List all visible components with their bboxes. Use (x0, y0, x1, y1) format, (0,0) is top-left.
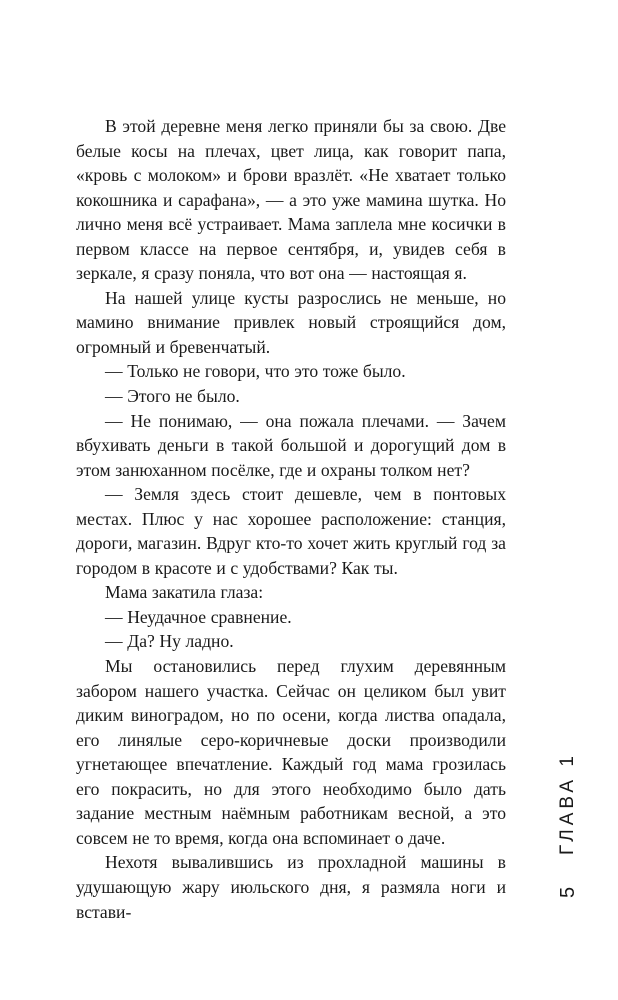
running-header (553, 725, 593, 955)
paragraph-11: Нехотя вывалившись из прохладной машины в удушающую жару июльского дня, я размяла ноги и встави- (76, 852, 506, 922)
paragraph-4: — Этого не было. (105, 386, 240, 407)
paragraph-9: — Да? Ну ладно. (105, 631, 234, 652)
paragraph-1: В этой деревне меня легко приняли бы за свою. Две белые косы на плечах, цвет лица, как говорит папа, «кровь с молоком» и брови вразлёт. «Не хватает только кокошника и сарафана», — а это уже мамина шутка. Но лично меня всё устраивает. Мама заплела мне косички в первом классе на первое сентября, и, увидев себя в зеркале, я сразу поняла, что вот она — настоящая я. (76, 116, 506, 284)
paragraph-2: На нашей улице кусты разрослись не меньше, но мамино внимание привлек новый строящийся дом, огромный и бревенчатый. (76, 287, 506, 357)
paragraph-3: — Только не говори, что это тоже было. (105, 361, 406, 382)
paragraph-6: — Земля здесь стоит дешевле, чем в понтовых местах. Плюс у нас хорошее расположение: станция, дороги, магазин. Вдруг кто-то хочет жить круглый год за городом в красоте и с удобствами? Как ты. (76, 484, 506, 578)
paragraph-7: Мама закатила глаза: (105, 582, 264, 603)
paragraph-10: Мы остановились перед глухим деревянным забором нашего участка. Сейчас он целиком был увит диким виноградом, но по осени, когда листва опадала, его линялые серо-коричневые доски производили угнетающее впечатление. Каждый год мама грозилась его покрасить, но для этого необходимо было дать задание местным наёмным работникам весной, а это совсем не то время, когда она вспоминает о даче. (76, 656, 506, 848)
paragraph-8: — Неудачное сравнение. (105, 606, 292, 627)
chapter-label: ГЛАВА 1 (557, 752, 578, 855)
page-number: 5 (557, 886, 579, 898)
body-text (76, 114, 506, 924)
paragraph-5: — Не понимаю, — она пожала плечами. — Зачем вбухивать деньги в такой большой и дорогущий дом в этом занюханном посёлке, где и охраны толком нет? (76, 410, 506, 480)
